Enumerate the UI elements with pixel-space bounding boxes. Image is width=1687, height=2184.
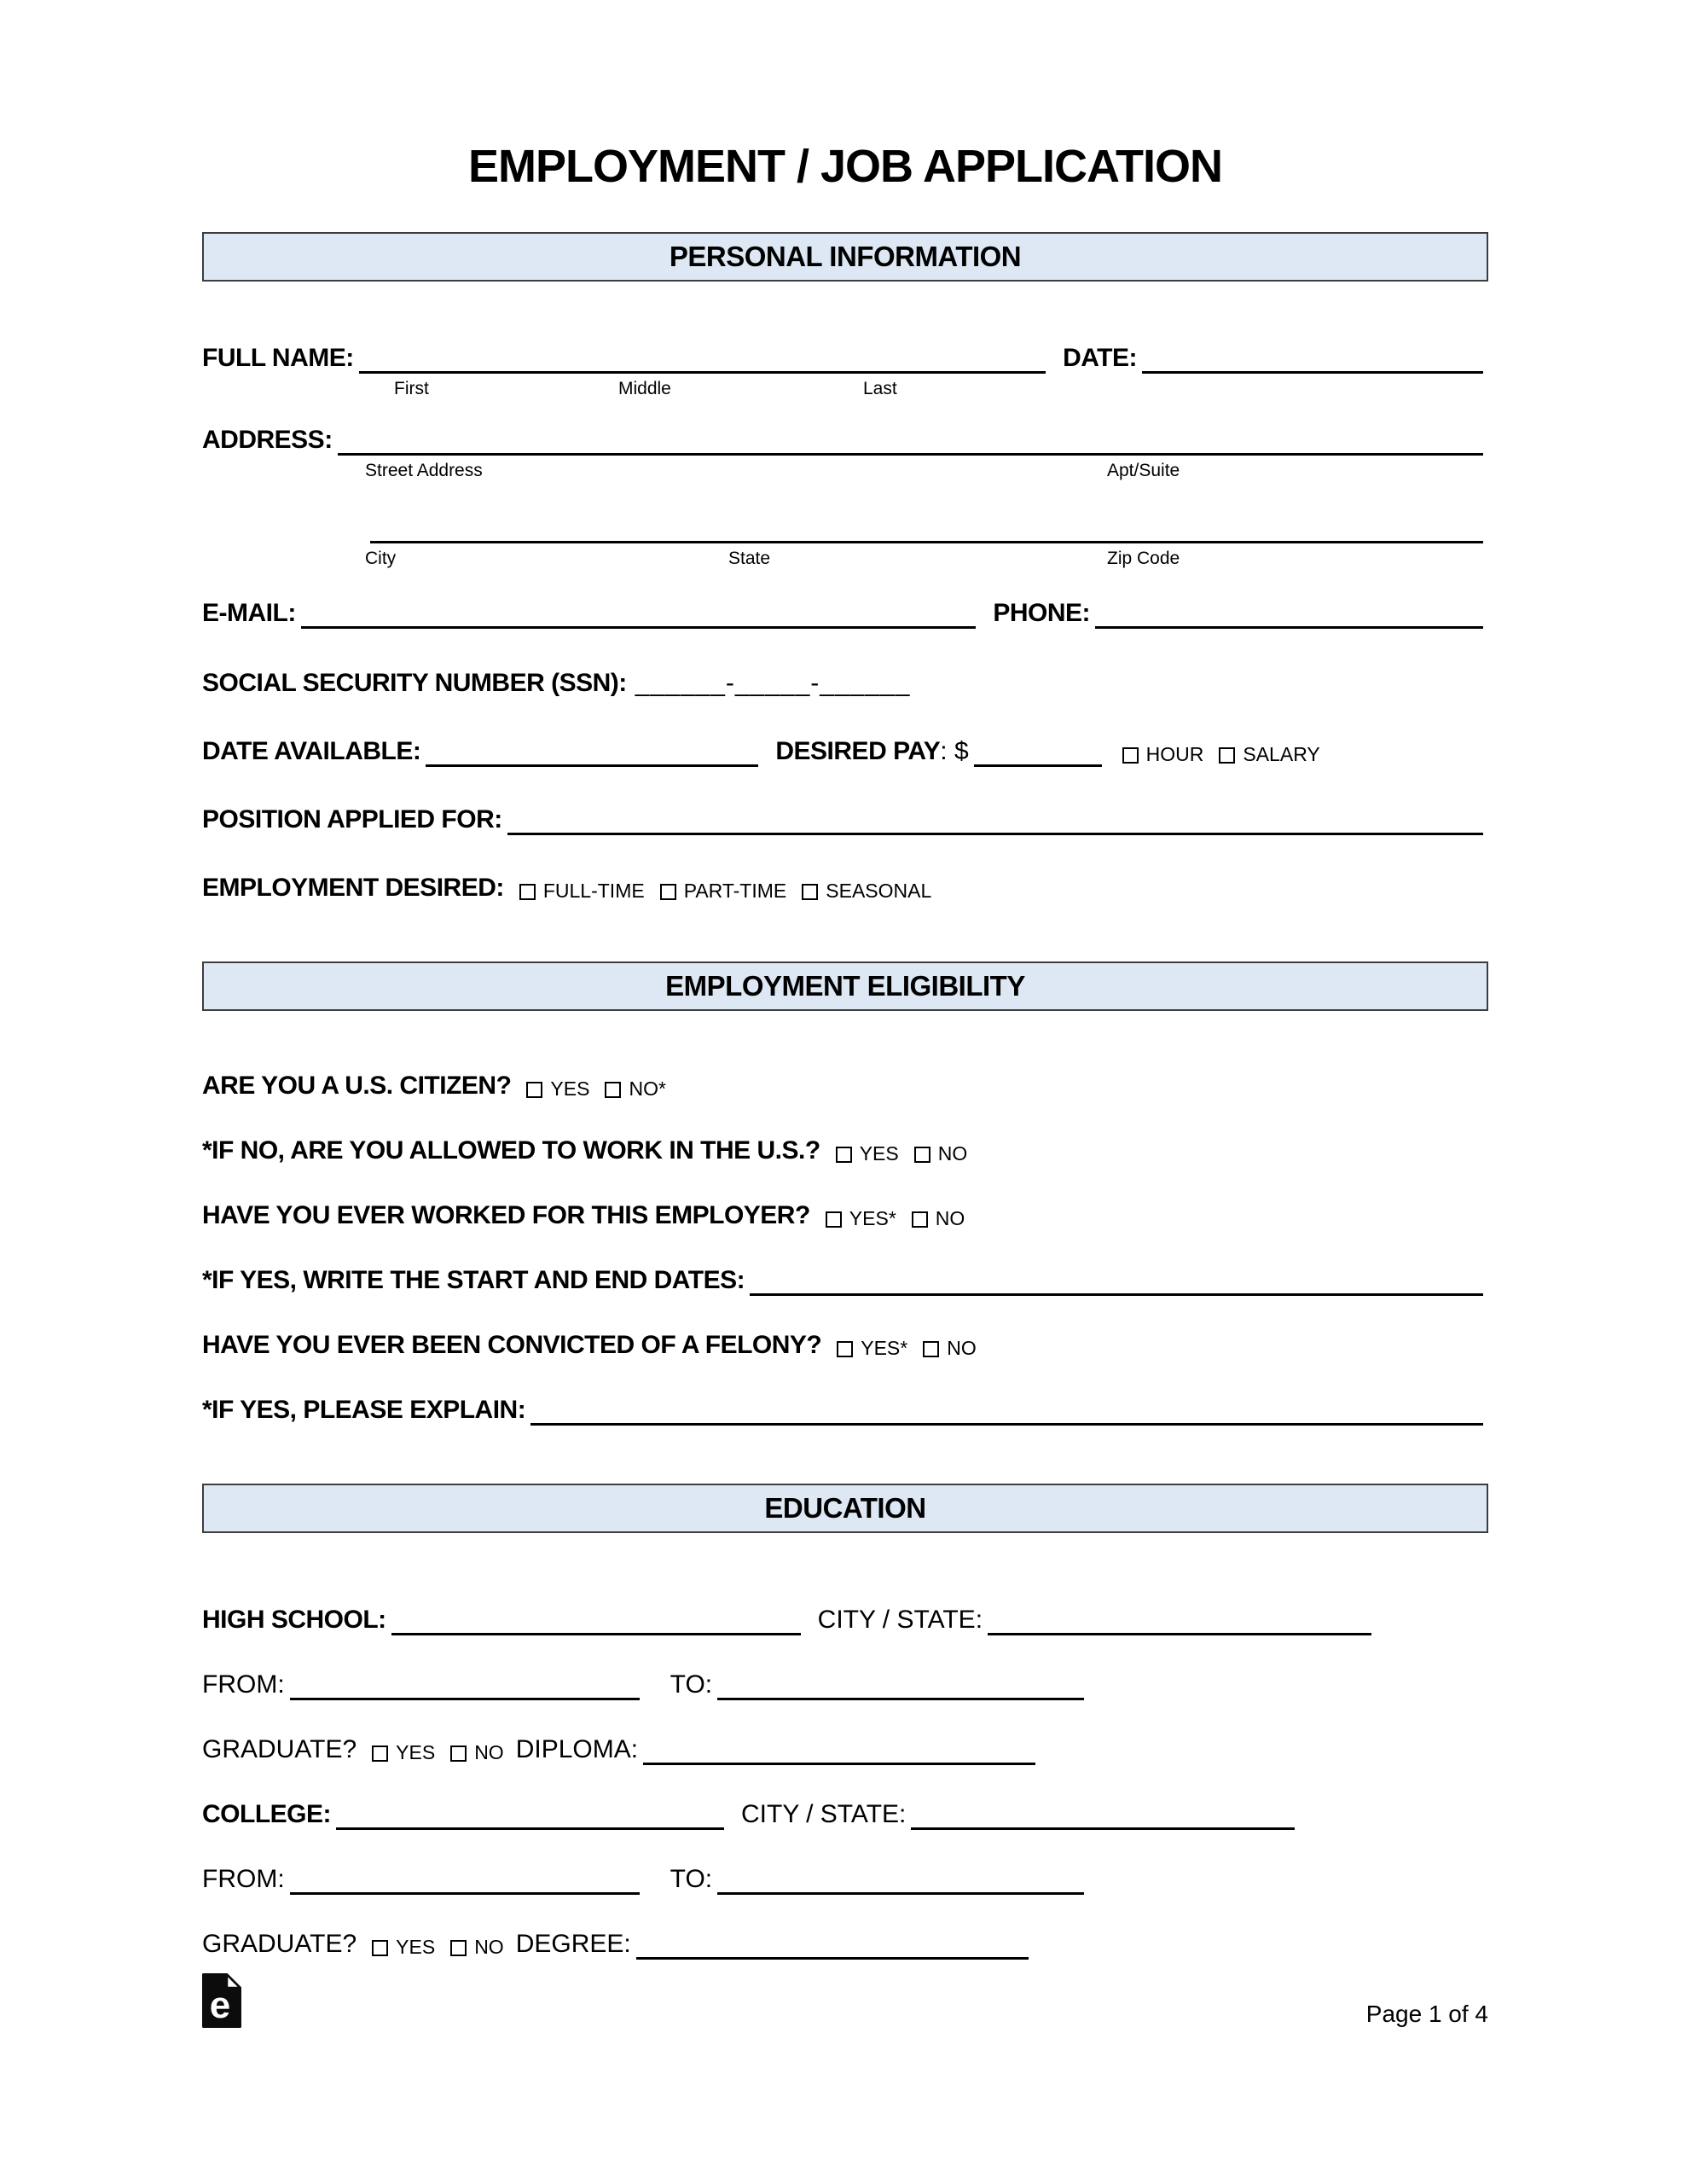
address-row <box>202 425 1488 456</box>
address-line2-input-line[interactable] <box>370 532 1483 543</box>
ssn-row <box>202 668 1488 699</box>
sublabel-first: First <box>394 379 429 398</box>
hs-graduate-yes-option <box>372 1741 435 1765</box>
full-name-input-line[interactable] <box>359 363 1046 374</box>
eforms-logo <box>202 1973 241 2028</box>
worked-no-label: NO <box>935 1207 965 1230</box>
allowed-question-row <box>202 1136 1488 1166</box>
seasonal-checkbox[interactable] <box>802 884 818 900</box>
hs-from-label: FROM: <box>202 1670 285 1699</box>
college-input-line[interactable] <box>336 1819 724 1830</box>
date-input-line[interactable] <box>1142 363 1483 374</box>
full-time-option-label: FULL-TIME <box>542 880 645 903</box>
college-city-state-input-line[interactable] <box>911 1819 1295 1830</box>
felony-no-checkbox[interactable] <box>923 1341 939 1357</box>
high-school-row <box>202 1605 1488 1635</box>
salary-checkbox[interactable] <box>1219 747 1235 764</box>
salary-option <box>1219 743 1319 767</box>
seasonal-option <box>802 880 931 903</box>
full-name-row <box>202 343 1488 374</box>
college-row <box>202 1799 1488 1830</box>
hs-graduate-yes-checkbox[interactable] <box>372 1745 388 1762</box>
citizen-question-label: ARE YOU A U.S. CITIZEN? <box>202 1072 512 1100</box>
email-label: E-MAIL: <box>202 599 296 627</box>
full-name-sublabels <box>202 374 1488 403</box>
diploma-input-line[interactable] <box>643 1754 1035 1765</box>
address-label: ADDRESS: <box>202 426 333 454</box>
worked-yes-checkbox[interactable] <box>826 1211 842 1228</box>
date-available-input-line[interactable] <box>426 756 758 767</box>
allowed-no-option <box>914 1142 968 1166</box>
worked-no-option <box>912 1207 965 1231</box>
employment-eligibility-header <box>202 961 1488 1011</box>
employment-eligibility-header-label: EMPLOYMENT ELIGIBILITY <box>665 970 1025 1002</box>
allowed-yes-option <box>836 1142 899 1166</box>
high-school-label: HIGH SCHOOL: <box>202 1606 386 1634</box>
citizen-no-option <box>605 1077 665 1101</box>
sublabel-apt-suite: Apt/Suite <box>1107 461 1180 480</box>
allowed-question-label: *IF NO, ARE YOU ALLOWED TO WORK IN THE U.S.? <box>202 1136 820 1165</box>
college-label: COLLEGE: <box>202 1800 331 1828</box>
form-title: EMPLOYMENT / JOB APPLICATION <box>467 141 1223 192</box>
email-input-line[interactable] <box>301 618 977 629</box>
degree-input-line[interactable] <box>636 1949 1029 1960</box>
page-footer <box>202 1973 1488 2028</box>
felony-yes-label: YES* <box>861 1337 908 1360</box>
college-to-input-line[interactable] <box>717 1884 1084 1895</box>
eforms-logo-letter: e <box>209 1984 231 2026</box>
part-time-checkbox[interactable] <box>660 884 676 900</box>
hs-city-state-input-line[interactable] <box>988 1624 1371 1635</box>
college-from-to-row <box>202 1864 1488 1895</box>
employment-desired-label: EMPLOYMENT DESIRED: <box>202 874 504 902</box>
felony-no-label: NO <box>947 1337 977 1360</box>
sublabel-city: City <box>365 549 397 568</box>
hs-to-input-line[interactable] <box>717 1689 1084 1700</box>
felony-yes-option <box>837 1337 907 1361</box>
date-label: DATE: <box>1063 344 1137 372</box>
personal-information-header <box>202 232 1488 282</box>
citizen-question-row <box>202 1071 1488 1101</box>
college-to-label: TO: <box>670 1865 713 1893</box>
allowed-no-checkbox[interactable] <box>914 1147 930 1163</box>
sublabel-last: Last <box>863 379 897 398</box>
citizen-yes-label: YES <box>550 1077 590 1101</box>
position-row <box>202 804 1488 835</box>
ssn-label: SOCIAL SECURITY NUMBER (SSN): <box>202 669 627 697</box>
position-input-line[interactable] <box>507 824 1483 835</box>
hs-city-state-label: CITY / STATE: <box>817 1606 983 1634</box>
hs-graduate-no-checkbox[interactable] <box>450 1745 467 1762</box>
address-line2-sublabels <box>202 543 1488 572</box>
desired-pay-amount-input-line[interactable] <box>974 756 1102 767</box>
education-header <box>202 1484 1488 1533</box>
college-city-state-label: CITY / STATE: <box>741 1800 907 1828</box>
felony-explain-label: *IF YES, PLEASE EXPLAIN: <box>202 1396 526 1424</box>
degree-label: DEGREE: <box>515 1930 631 1958</box>
felony-question-row <box>202 1330 1488 1361</box>
sublabel-street-address: Street Address <box>365 461 483 480</box>
salary-option-label: SALARY <box>1243 743 1320 766</box>
worked-question-label: HAVE YOU EVER WORKED FOR THIS EMPLOYER? <box>202 1201 810 1229</box>
desired-pay-suffix: : $ <box>940 737 969 765</box>
hs-graduate-yes-label: YES <box>396 1741 436 1764</box>
education-header-label: EDUCATION <box>764 1492 926 1524</box>
address-line1-sublabels <box>202 456 1488 485</box>
address-line1-input-line[interactable] <box>338 444 1483 456</box>
sublabel-zip-code: Zip Code <box>1107 549 1180 568</box>
part-time-option-label: PART-TIME <box>683 880 787 903</box>
college-graduate-label: GRADUATE? <box>202 1930 357 1958</box>
citizen-no-label: NO* <box>629 1077 666 1101</box>
ssn-blanks[interactable]: ______-_____-______ <box>635 669 911 697</box>
sublabel-state: State <box>728 549 771 568</box>
seasonal-option-label: SEASONAL <box>826 880 932 903</box>
citizen-no-checkbox[interactable] <box>605 1082 621 1098</box>
college-from-input-line[interactable] <box>290 1884 640 1895</box>
felony-question-label: HAVE YOU EVER BEEN CONVICTED OF A FELONY? <box>202 1331 822 1359</box>
college-graduate-no-label: NO <box>474 1936 504 1959</box>
worked-yes-option <box>826 1207 896 1231</box>
page-indicator: Page 1 of 4 <box>1365 2001 1488 2027</box>
full-time-option <box>519 880 645 903</box>
felony-no-option <box>923 1337 977 1361</box>
citizen-yes-checkbox[interactable] <box>526 1082 542 1098</box>
allowed-no-label: NO <box>937 1142 968 1165</box>
high-school-input-line[interactable] <box>391 1624 801 1635</box>
hour-option-label: HOUR <box>1145 743 1204 766</box>
phone-label: PHONE: <box>993 599 1090 627</box>
worked-no-checkbox[interactable] <box>912 1211 928 1228</box>
worked-yes-label: YES* <box>849 1207 896 1230</box>
employment-desired-row <box>202 873 1488 903</box>
address-row-2 <box>202 532 1488 543</box>
phone-input-line[interactable] <box>1095 618 1483 629</box>
felony-yes-checkbox[interactable] <box>837 1341 853 1357</box>
hour-checkbox[interactable] <box>1122 747 1139 764</box>
full-name-label: FULL NAME: <box>202 344 354 372</box>
college-graduate-yes-checkbox[interactable] <box>372 1940 388 1956</box>
worked-question-row <box>202 1200 1488 1231</box>
hs-to-label: TO: <box>670 1670 713 1699</box>
start-end-dates-row <box>202 1265 1488 1296</box>
start-end-dates-input-line[interactable] <box>750 1285 1483 1296</box>
full-time-checkbox[interactable] <box>519 884 536 900</box>
part-time-option <box>660 880 787 903</box>
college-graduate-yes-option <box>372 1936 435 1960</box>
citizen-yes-option <box>526 1077 589 1101</box>
college-graduate-row <box>202 1929 1488 1960</box>
allowed-yes-label: YES <box>859 1142 899 1165</box>
date-available-pay-row <box>202 736 1488 767</box>
felony-explain-input-line[interactable] <box>530 1414 1483 1426</box>
felony-explain-row <box>202 1395 1488 1426</box>
email-phone-row <box>202 598 1488 629</box>
position-applied-label: POSITION APPLIED FOR: <box>202 805 502 834</box>
college-graduate-yes-label: YES <box>396 1936 436 1959</box>
hs-graduate-label: GRADUATE? <box>202 1735 357 1763</box>
college-from-label: FROM: <box>202 1865 285 1893</box>
hs-from-to-row <box>202 1670 1488 1700</box>
hour-option <box>1122 743 1204 767</box>
desired-pay-label: DESIRED PAY <box>775 737 941 765</box>
diploma-label: DIPLOMA: <box>515 1735 639 1763</box>
date-available-label: DATE AVAILABLE: <box>202 737 421 765</box>
hs-graduate-no-option <box>450 1741 504 1765</box>
sublabel-middle: Middle <box>618 379 671 398</box>
college-graduate-no-option <box>450 1936 504 1960</box>
start-end-dates-label: *IF YES, WRITE THE START AND END DATES: <box>202 1266 745 1294</box>
personal-information-header-label: PERSONAL INFORMATION <box>669 241 1022 272</box>
allowed-yes-checkbox[interactable] <box>836 1147 852 1163</box>
hs-graduate-no-label: NO <box>474 1741 504 1764</box>
hs-from-input-line[interactable] <box>290 1689 640 1700</box>
hs-graduate-row <box>202 1734 1488 1765</box>
college-graduate-no-checkbox[interactable] <box>450 1940 467 1956</box>
